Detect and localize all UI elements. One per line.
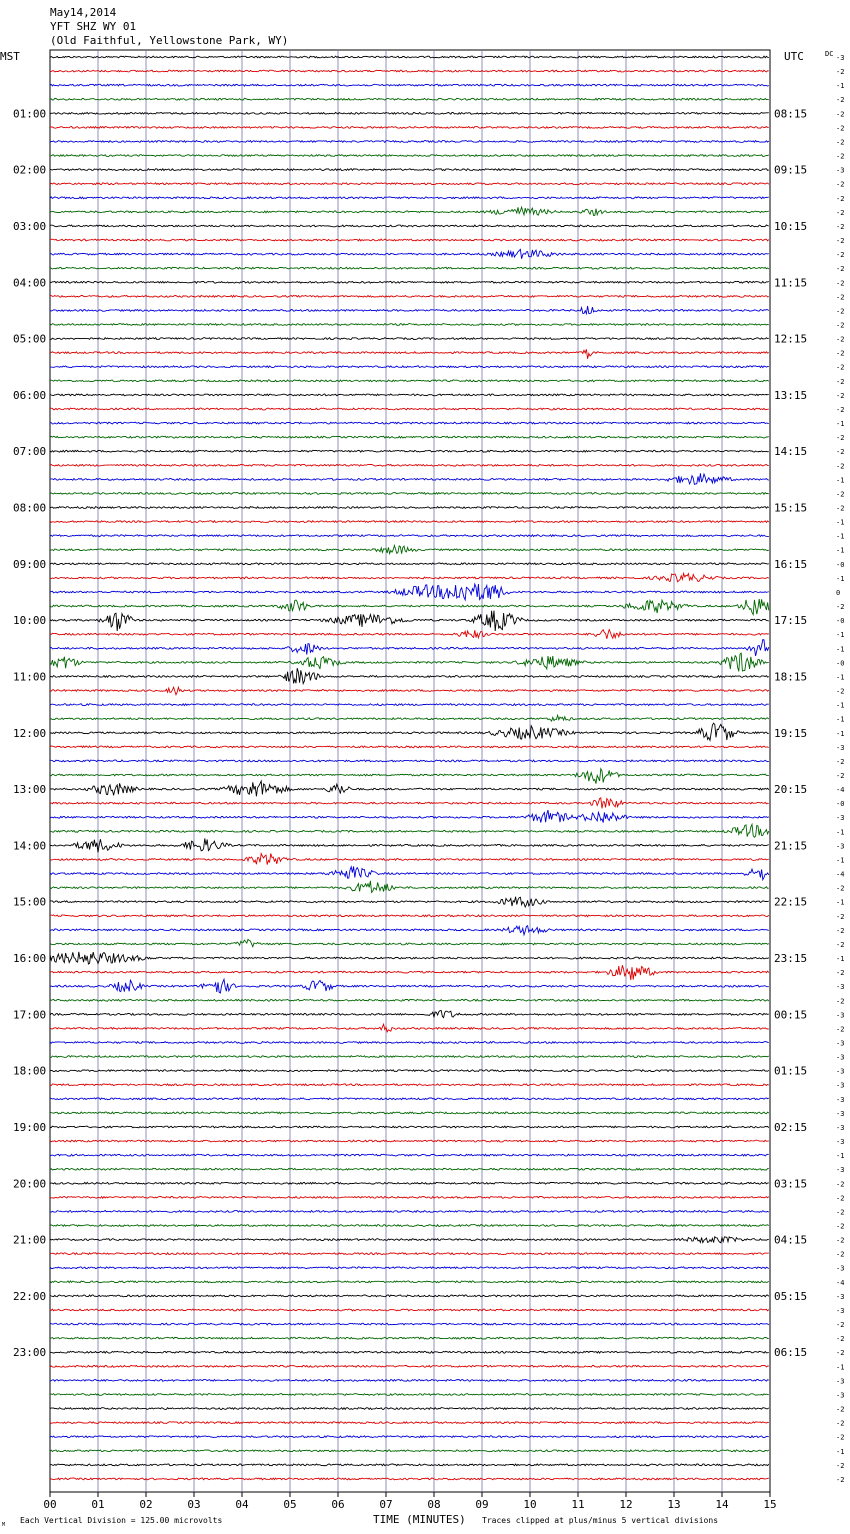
dc-offset-label: -2 [836, 138, 845, 147]
x-tick-label: 03 [187, 1498, 201, 1511]
trace-23 [50, 366, 769, 368]
dc-offset-label: -3 [836, 1011, 845, 1020]
trace-10 [50, 183, 769, 185]
right-hour-label: 03:15 [774, 1177, 808, 1191]
right-hour-label: 19:15 [774, 726, 808, 740]
dc-offset-label: -2 [836, 504, 845, 513]
trace-24 [50, 380, 769, 382]
dc-offset-label: -2 [836, 349, 845, 358]
left-hour-label: 05:00 [13, 332, 47, 346]
dc-offset-label: -2 [836, 307, 845, 316]
clip-note: Traces clipped at plus/minus 5 vertical divisions [482, 1516, 719, 1525]
dc-offset-label: -0 [836, 617, 845, 626]
x-tick-label: 00 [43, 1498, 57, 1511]
trace-69 [50, 1011, 769, 1018]
left-hour-label: 02:00 [13, 163, 47, 177]
trace-40 [50, 599, 769, 615]
dc-offset-label: -4 [836, 870, 845, 879]
trace-80 [50, 1168, 769, 1170]
trace-67 [50, 979, 769, 993]
dc-offset-label: -2 [836, 68, 845, 77]
trace-77 [50, 1126, 769, 1128]
dc-offset-label: -1 [836, 715, 845, 724]
trace-61 [50, 897, 769, 907]
dc-offset-label: -2 [836, 940, 845, 949]
dc-offset-label: -1 [836, 1363, 845, 1372]
dc-offset-label: -3 [836, 1138, 845, 1147]
dc-offset-label: -2 [836, 448, 845, 457]
dc-offset-label: -1 [836, 955, 845, 964]
trace-19 [50, 306, 769, 314]
dc-offset-label: -3 [836, 1377, 845, 1386]
dc-offset-label: -2 [836, 152, 845, 161]
left-hour-label: 14:00 [13, 839, 47, 853]
trace-32 [50, 493, 769, 495]
left-hour-label: 11:00 [13, 670, 47, 684]
right-hour-label: 18:15 [774, 670, 808, 684]
trace-74 [50, 1084, 769, 1086]
trace-14 [50, 239, 769, 241]
station-label: YFT SHZ WY 01 [50, 20, 137, 33]
dc-offset-label: -2 [836, 1208, 845, 1217]
dc-offset-label: -2 [836, 1349, 845, 1358]
dc-offset-label: -2 [836, 363, 845, 372]
dc-offset-label: -2 [836, 1236, 845, 1245]
right-hour-label: 08:15 [774, 107, 808, 121]
dc-offset-label: -1 [836, 1447, 845, 1456]
dc-offset-label: -1 [836, 518, 845, 527]
trace-79 [50, 1154, 769, 1156]
trace-89 [50, 1295, 769, 1297]
trace-60 [50, 881, 769, 893]
trace-72 [50, 1056, 769, 1058]
trace-48 [50, 715, 769, 721]
left-hour-label: 12:00 [13, 726, 47, 740]
trace-11 [50, 197, 769, 199]
trace-101 [50, 1464, 769, 1466]
trace-76 [50, 1112, 769, 1114]
dc-offset-label: -2 [836, 1335, 845, 1344]
dc-offset-label: -3 [836, 1067, 845, 1076]
dc-offset-label: -2 [836, 757, 845, 766]
right-hour-label: 06:15 [774, 1346, 808, 1360]
dc-offset-label: -2 [836, 884, 845, 893]
trace-96 [50, 1394, 769, 1396]
dc-offset-label: -2 [836, 222, 845, 231]
dc-offset-label: -3 [836, 1306, 845, 1315]
left-hour-label: 03:00 [13, 219, 47, 233]
left-hour-label: 13:00 [13, 783, 47, 797]
left-timezone-label: MST [0, 50, 20, 63]
trace-71 [50, 1042, 769, 1044]
dc-offset-label: -1 [836, 729, 845, 738]
dc-offset-label: -2 [836, 1405, 845, 1414]
trace-21 [50, 338, 769, 340]
dc-offset-label: -2 [836, 687, 845, 696]
trace-17 [50, 281, 769, 283]
right-hour-label: 05:15 [774, 1289, 808, 1303]
dc-offset-label: -2 [836, 926, 845, 935]
trace-90 [50, 1309, 769, 1311]
dc-offset-label: -2 [836, 772, 845, 780]
dc-offset-label: -2 [836, 391, 845, 400]
x-tick-label: 04 [235, 1498, 249, 1511]
trace-28 [50, 436, 769, 438]
dc-offset-label: -3 [836, 1292, 845, 1301]
trace-29 [50, 450, 769, 452]
dc-offset-label: -2 [836, 208, 845, 217]
corner-mark: M [2, 1522, 6, 1528]
x-tick-label: 10 [523, 1498, 537, 1511]
dc-offset-label: -2 [836, 997, 845, 1006]
right-hour-label: 09:15 [774, 163, 808, 177]
trace-56 [50, 824, 769, 837]
trace-16 [50, 267, 769, 269]
dc-offset-label: -3 [836, 1095, 845, 1104]
right-timezone-label: UTC [784, 50, 804, 63]
left-hour-label: 07:00 [13, 445, 47, 459]
trace-6 [50, 127, 769, 129]
right-hour-label: 23:15 [774, 952, 808, 966]
left-hour-label: 17:00 [13, 1008, 47, 1022]
trace-5 [50, 112, 769, 114]
left-hour-label: 06:00 [13, 388, 47, 402]
right-hour-label: 17:15 [774, 614, 808, 628]
trace-52 [50, 769, 769, 784]
dc-offset-label: -0 [836, 560, 845, 569]
dc-offset-label: -2 [836, 251, 845, 260]
dc-offset-label: -3 [836, 983, 845, 992]
trace-94 [50, 1365, 769, 1367]
dc-offset-label: -2 [836, 434, 845, 443]
x-axis-title: TIME (MINUTES) [373, 1513, 466, 1526]
trace-7 [50, 141, 769, 143]
dc-offset-label: -2 [836, 405, 845, 414]
left-hour-label: 01:00 [13, 107, 47, 121]
trace-62 [50, 915, 769, 917]
trace-65 [50, 952, 769, 964]
trace-33 [50, 507, 769, 509]
dc-offset-label: -2 [836, 335, 845, 344]
right-hour-label: 12:15 [774, 332, 808, 346]
x-tick-label: 09 [475, 1498, 489, 1511]
trace-12 [50, 207, 769, 215]
left-hour-label: 23:00 [13, 1346, 47, 1360]
x-tick-label: 15 [763, 1498, 777, 1511]
left-hour-label: 18:00 [13, 1064, 47, 1078]
right-hour-label: 20:15 [774, 783, 808, 797]
x-tick-label: 11 [571, 1498, 585, 1511]
left-hour-label: 22:00 [13, 1289, 47, 1303]
trace-83 [50, 1211, 769, 1213]
dc-offset-label: -1 [836, 82, 845, 91]
plot-frame [50, 50, 770, 1492]
left-hour-label: 16:00 [13, 952, 47, 966]
dc-offset-label: -3 [836, 54, 845, 62]
right-hour-label: 21:15 [774, 839, 808, 853]
dc-offset-label: -2 [836, 462, 845, 471]
trace-86 [50, 1253, 769, 1255]
dc-offset-label: -1 [836, 898, 845, 907]
x-tick-label: 08 [427, 1498, 441, 1511]
trace-49 [50, 723, 769, 740]
dc-offset-label: -1 [836, 645, 845, 654]
dc-offset-label: -2 [836, 1222, 845, 1231]
dc-offset-label: -1 [836, 420, 845, 429]
trace-34 [50, 521, 769, 523]
trace-70 [50, 1024, 769, 1032]
dc-offset-label: -2 [836, 180, 845, 189]
dc-offset-label: -4 [836, 1278, 845, 1287]
trace-38 [50, 573, 769, 581]
dc-offset-label: -1 [836, 828, 845, 837]
dc-offset-label: -2 [836, 1250, 845, 1259]
dc-offset-label: -2 [836, 1194, 845, 1203]
trace-45 [50, 668, 769, 684]
right-hour-label: 00:15 [774, 1008, 808, 1022]
trace-82 [50, 1197, 769, 1199]
dc-offset-label: -1 [836, 532, 845, 541]
left-hour-label: 09:00 [13, 557, 47, 571]
trace-20 [50, 324, 769, 326]
dc-offset-label: -4 [836, 786, 845, 795]
dc-offset-label: -3 [836, 1053, 845, 1062]
trace-53 [50, 781, 769, 796]
trace-73 [50, 1070, 769, 1072]
dc-label: DC [825, 50, 834, 58]
dc-offset-label: -2 [836, 1419, 845, 1428]
dc-offset-label: -2 [836, 490, 845, 499]
dc-offset-label: -3 [836, 814, 845, 823]
right-hour-label: 16:15 [774, 557, 808, 571]
dc-offset-label: -1 [836, 574, 845, 583]
trace-4 [50, 98, 769, 100]
trace-36 [50, 546, 769, 554]
trace-63 [50, 926, 769, 935]
trace-46 [50, 687, 769, 695]
dc-offset-label: -2 [836, 293, 845, 302]
trace-84 [50, 1225, 769, 1227]
dc-offset-label: -1 [836, 631, 845, 640]
trace-75 [50, 1098, 769, 1100]
trace-55 [50, 810, 769, 823]
trace-layer [50, 56, 769, 1480]
dc-offset-label: -3 [836, 1081, 845, 1090]
dc-offset-label: -1 [836, 1152, 845, 1161]
dc-offset-label: -0 [836, 800, 845, 809]
trace-25 [50, 394, 769, 396]
trace-78 [50, 1140, 769, 1142]
dc-offset-label: -2 [836, 194, 845, 203]
trace-92 [50, 1337, 769, 1339]
dc-offset-label: -1 [836, 673, 845, 682]
location-label: (Old Faithful, Yellowstone Park, WY) [50, 34, 289, 47]
trace-13 [50, 225, 769, 227]
dc-offset-label: -2 [836, 1321, 845, 1330]
dc-offset-label: -2 [836, 1433, 845, 1442]
trace-51 [50, 760, 769, 762]
dc-offset-label: -2 [836, 110, 845, 119]
dc-offset-label: -2 [836, 969, 845, 978]
dc-offset-label: -3 [836, 1123, 845, 1132]
trace-59 [50, 866, 769, 879]
trace-18 [50, 295, 769, 297]
dc-offset-label: -3 [836, 166, 845, 175]
dc-offset-label: -2 [836, 124, 845, 133]
x-tick-label: 07 [379, 1498, 393, 1511]
left-hour-label: 08:00 [13, 501, 47, 515]
trace-87 [50, 1267, 769, 1269]
dc-offset-label: -3 [836, 1391, 845, 1400]
trace-30 [50, 464, 769, 466]
trace-58 [50, 854, 769, 865]
left-hour-label: 19:00 [13, 1120, 47, 1134]
dc-offset-label: -2 [836, 321, 845, 330]
right-hour-label: 10:15 [774, 219, 808, 233]
trace-99 [50, 1436, 769, 1438]
trace-9 [50, 169, 769, 171]
left-hour-label: 20:00 [13, 1177, 47, 1191]
trace-64 [50, 939, 769, 946]
trace-43 [50, 640, 769, 656]
x-tick-label: 12 [619, 1498, 633, 1511]
dc-offset-label: -3 [836, 743, 845, 752]
dc-offset-label: -2 [836, 603, 845, 612]
trace-39 [50, 584, 769, 600]
dc-offset-label: -1 [836, 856, 845, 865]
dc-offset-label: -1 [836, 546, 845, 555]
dc-offset-label: -2 [836, 237, 845, 246]
trace-1 [50, 56, 769, 58]
left-hour-label: 21:00 [13, 1233, 47, 1247]
x-tick-label: 14 [715, 1498, 729, 1511]
dc-offset-label: -2 [836, 96, 845, 105]
trace-100 [50, 1450, 769, 1452]
trace-37 [50, 563, 769, 565]
trace-44 [50, 653, 769, 671]
right-hour-label: 11:15 [774, 276, 808, 290]
trace-95 [50, 1380, 769, 1382]
x-tick-label: 02 [139, 1498, 153, 1511]
label-layer [13, 54, 844, 1511]
right-hour-label: 01:15 [774, 1064, 808, 1078]
left-hour-label: 10:00 [13, 614, 47, 628]
right-hour-label: 04:15 [774, 1233, 808, 1247]
trace-66 [50, 965, 769, 980]
right-hour-label: 15:15 [774, 501, 808, 515]
trace-2 [50, 70, 769, 72]
trace-3 [50, 84, 769, 86]
trace-26 [50, 408, 769, 410]
trace-93 [50, 1351, 769, 1353]
trace-88 [50, 1281, 769, 1283]
right-hour-label: 14:15 [774, 445, 808, 459]
dc-offset-label: -3 [836, 1264, 845, 1273]
dc-offset-label: -3 [836, 842, 845, 851]
trace-85 [50, 1237, 769, 1243]
trace-35 [50, 535, 769, 537]
dc-offset-label: -2 [836, 1025, 845, 1034]
trace-8 [50, 155, 769, 157]
date-label: May14,2014 [50, 6, 117, 19]
x-tick-label: 05 [283, 1498, 297, 1511]
right-hour-label: 02:15 [774, 1120, 808, 1134]
trace-31 [50, 473, 769, 484]
trace-47 [50, 704, 769, 706]
dc-offset-label: -2 [836, 265, 845, 274]
dc-offset-label: -2 [836, 1180, 845, 1189]
dc-offset-label: -2 [836, 377, 845, 386]
trace-91 [50, 1323, 769, 1325]
dc-offset-label: -2 [836, 1475, 845, 1484]
dc-offset-label: 0 [836, 588, 841, 597]
trace-42 [50, 630, 769, 639]
trace-22 [50, 349, 769, 359]
trace-57 [50, 838, 769, 852]
left-hour-label: 04:00 [13, 276, 47, 290]
dc-offset-label: -3 [836, 1039, 845, 1048]
dc-offset-label: -0 [836, 659, 845, 668]
trace-50 [50, 746, 769, 748]
dc-offset-label: -1 [836, 701, 845, 710]
dc-offset-label: -3 [836, 1166, 845, 1175]
right-hour-label: 13:15 [774, 388, 808, 402]
x-tick-label: 06 [331, 1498, 345, 1511]
trace-81 [50, 1182, 769, 1184]
trace-15 [50, 249, 769, 258]
trace-102 [50, 1478, 769, 1480]
right-hour-label: 22:15 [774, 895, 808, 909]
x-tick-label: 01 [91, 1498, 105, 1511]
dc-offset-label: -2 [836, 912, 845, 921]
trace-98 [50, 1422, 769, 1424]
dc-offset-label: -3 [836, 1109, 845, 1118]
trace-27 [50, 422, 769, 424]
trace-41 [50, 611, 769, 631]
trace-97 [50, 1408, 769, 1410]
dc-offset-label: -1 [836, 476, 845, 485]
dc-offset-label: -2 [836, 1461, 845, 1470]
scale-note: Each Vertical Division = 125.00 microvolts [20, 1516, 223, 1525]
trace-54 [50, 798, 769, 809]
dc-offset-label: -2 [836, 279, 845, 288]
x-tick-label: 13 [667, 1498, 681, 1511]
left-hour-label: 15:00 [13, 895, 47, 909]
trace-68 [50, 999, 769, 1001]
